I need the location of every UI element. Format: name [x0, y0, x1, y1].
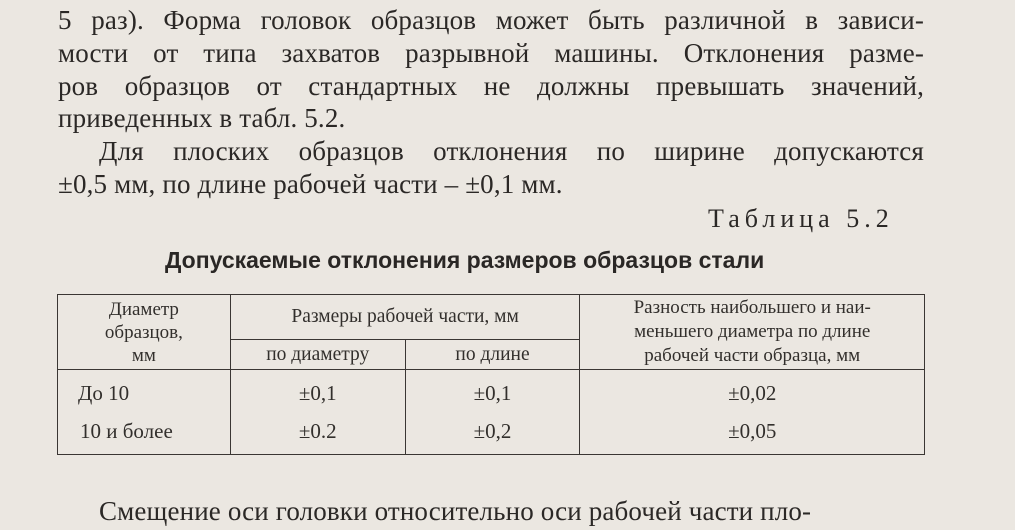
- body-text-line: 5 раз). Форма головок образцов может быть различной в зависи-: [58, 5, 924, 35]
- header-difference-line: Разность наибольшего и наи-: [633, 297, 871, 318]
- header-by-length: по длине: [405, 340, 580, 370]
- header-working-part-sizes: Размеры рабочей части, мм: [230, 295, 580, 340]
- header-by-diameter: по диаметру: [230, 340, 405, 370]
- body-text-line: приведенных в табл. 5.2.: [58, 103, 346, 133]
- tolerance-table: [57, 294, 925, 455]
- cell-difference: ±0,02: [580, 370, 925, 413]
- header-diameter-line: образцов,: [104, 321, 183, 343]
- header-diameter-line: Диаметр: [108, 298, 179, 320]
- cell-difference: ±0,05: [580, 412, 925, 455]
- cell-by-length: ±0,1: [405, 370, 580, 413]
- table-title: Допускаемые отклонения размеров образцов стали: [165, 247, 765, 273]
- body-text-line: ±0,5 мм, по длине рабочей части – ±0,1 мм.: [58, 169, 563, 199]
- table-row: [58, 412, 925, 455]
- body-text-line: ров образцов от стандартных не должны превышать значений,: [58, 71, 924, 101]
- body-text-line: мости от типа захватов разрывной машины. Отклонения разме-: [58, 38, 924, 68]
- header-difference-line: рабочей части образца, мм: [644, 345, 861, 366]
- header-diameter: [58, 295, 231, 370]
- header-difference-line: меньшего диаметра по длине: [634, 321, 871, 342]
- cell-by-diameter: ±0,1: [230, 370, 405, 413]
- body-text-line: Смещение оси головки относительно оси рабочей части пло-: [99, 496, 812, 526]
- header-diameter-difference: [580, 295, 925, 370]
- cell-by-diameter: ±0.2: [230, 412, 405, 455]
- cell-diameter: 10 и более: [58, 412, 231, 455]
- header-diameter-line: мм: [131, 344, 156, 366]
- cell-by-length: ±0,2: [405, 412, 580, 455]
- table-row: [58, 370, 925, 413]
- body-text-line: Для плоских образцов отклонения по ширине допускаются: [99, 136, 924, 166]
- cell-diameter: До 10: [58, 370, 231, 413]
- table-number-label: Таблица 5.2: [708, 204, 894, 233]
